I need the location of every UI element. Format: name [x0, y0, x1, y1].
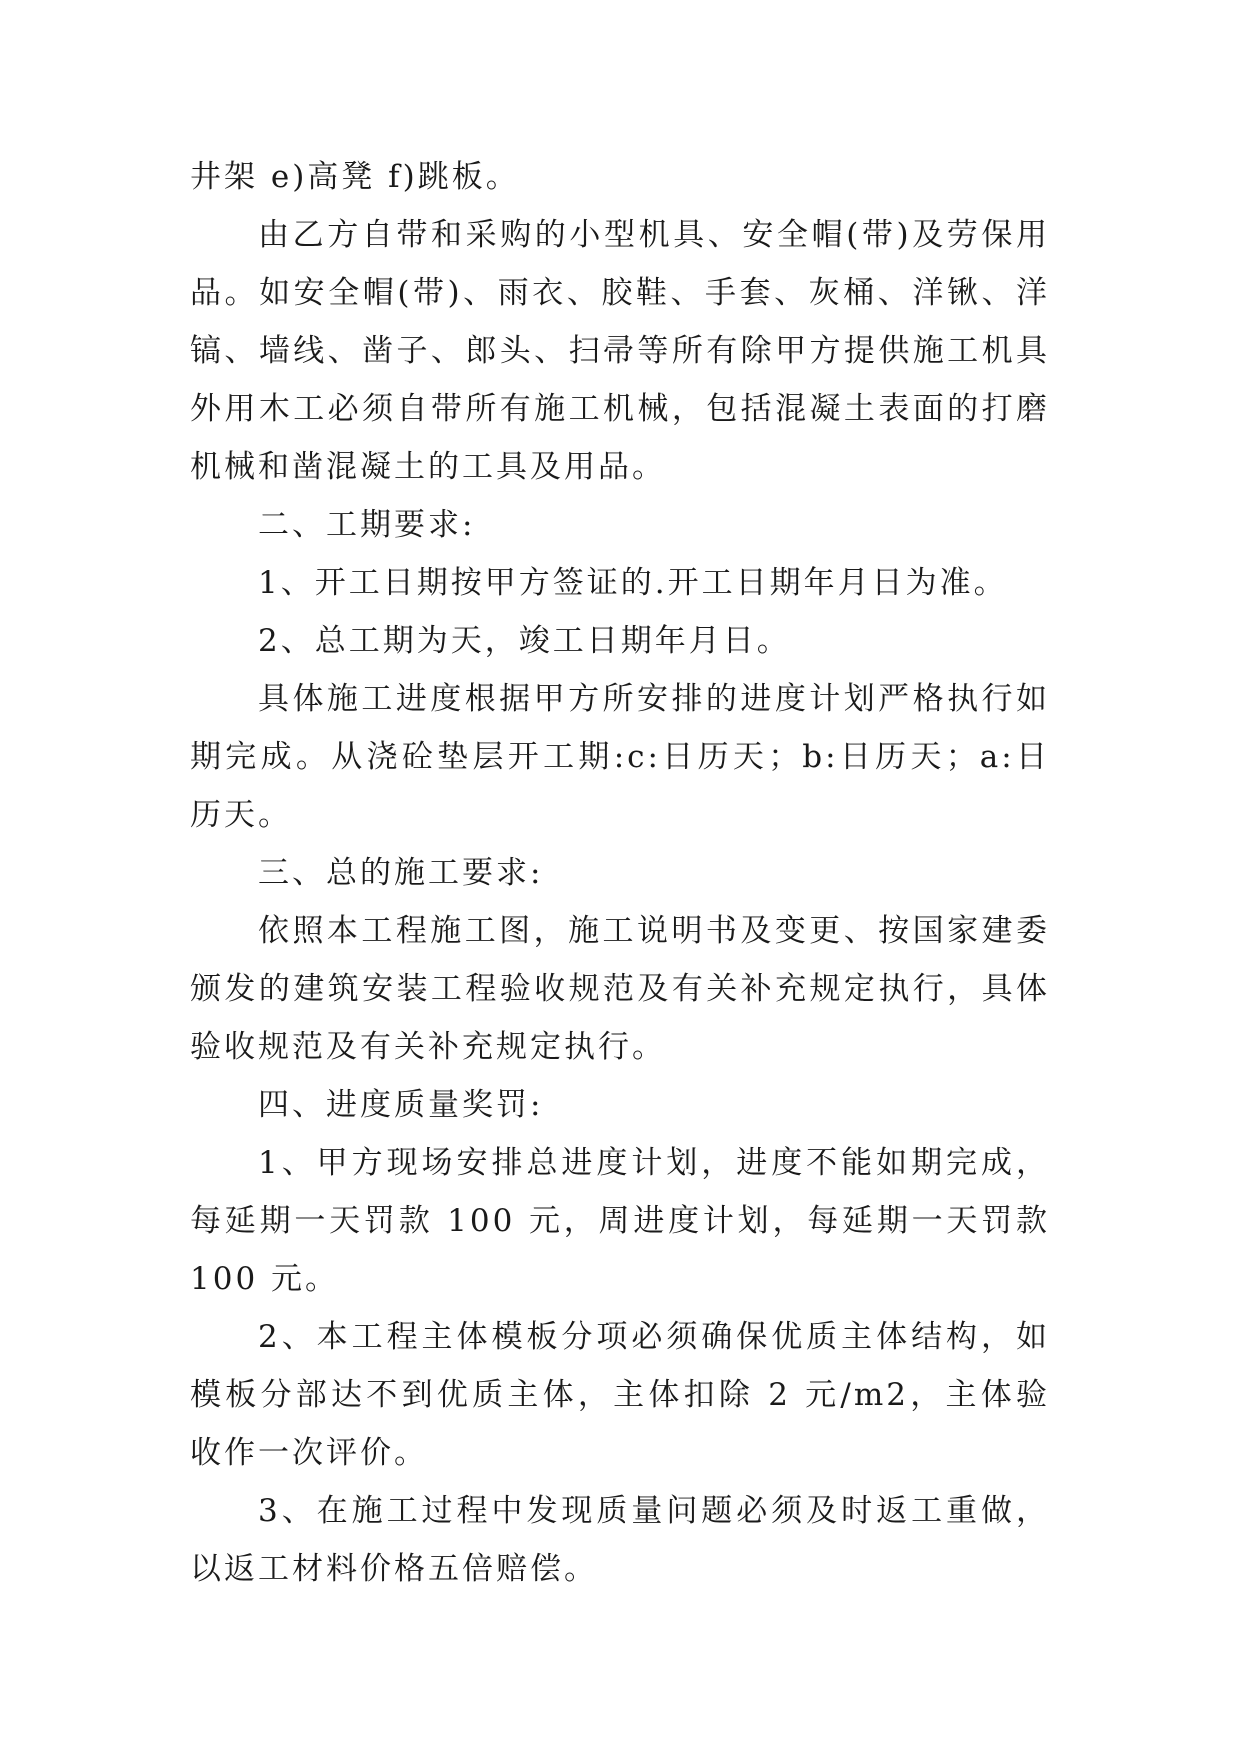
- paragraph-4: 1、开工日期按甲方签证的.开工日期年月日为准。: [258, 565, 1008, 601]
- paragraph-6: 具体施工进度根据甲方所安排的进度计划严格执行如期完成。从浇砼垫层开工期:c:日历天；b:日历天；a:日历天。: [190, 681, 1050, 833]
- section-heading-penalties: 四、进度质量奖罚:: [258, 1087, 544, 1123]
- paragraph-2: 由乙方自带和采购的小型机具、安全帽(带)及劳保用品。如安全帽(带)、雨衣、胶鞋、手套、灰桶、洋锹、洋镐、墙线、凿子、郎头、扫帚等所有除甲方提供施工机具外用木工必须自带所有施工机械，包括混凝土表面的打磨机械和凿混凝土的工具及用品。: [190, 217, 1050, 485]
- paragraph-11: 2、本工程主体模板分项必须确保优质主体结构，如模板分部达不到优质主体，主体扣除 2 元/m2，主体验收作一次评价。: [190, 1319, 1050, 1471]
- paragraph-8: 依照本工程施工图，施工说明书及变更、按国家建委颁发的建筑安装工程验收规范及有关补充规定执行，具体验收规范及有关补充规定执行。: [190, 913, 1050, 1065]
- section-heading-schedule: 二、工期要求:: [258, 507, 476, 543]
- paragraph-10: 1、甲方现场安排总进度计划，进度不能如期完成，每延期一天罚款 100 元，周进度计划，每延期一天罚款 100 元。: [190, 1145, 1050, 1297]
- paragraph-5: 2、总工期为天，竣工日期年月日。: [258, 623, 791, 659]
- paragraph-12: 3、在施工过程中发现质量问题必须及时返工重做，以返工材料价格五倍赔偿。: [190, 1493, 1050, 1587]
- document-body: [190, 148, 1050, 1598]
- paragraph-1: 井架 e)高凳 f)跳板。: [190, 159, 520, 195]
- section-heading-construction: 三、总的施工要求:: [258, 855, 544, 891]
